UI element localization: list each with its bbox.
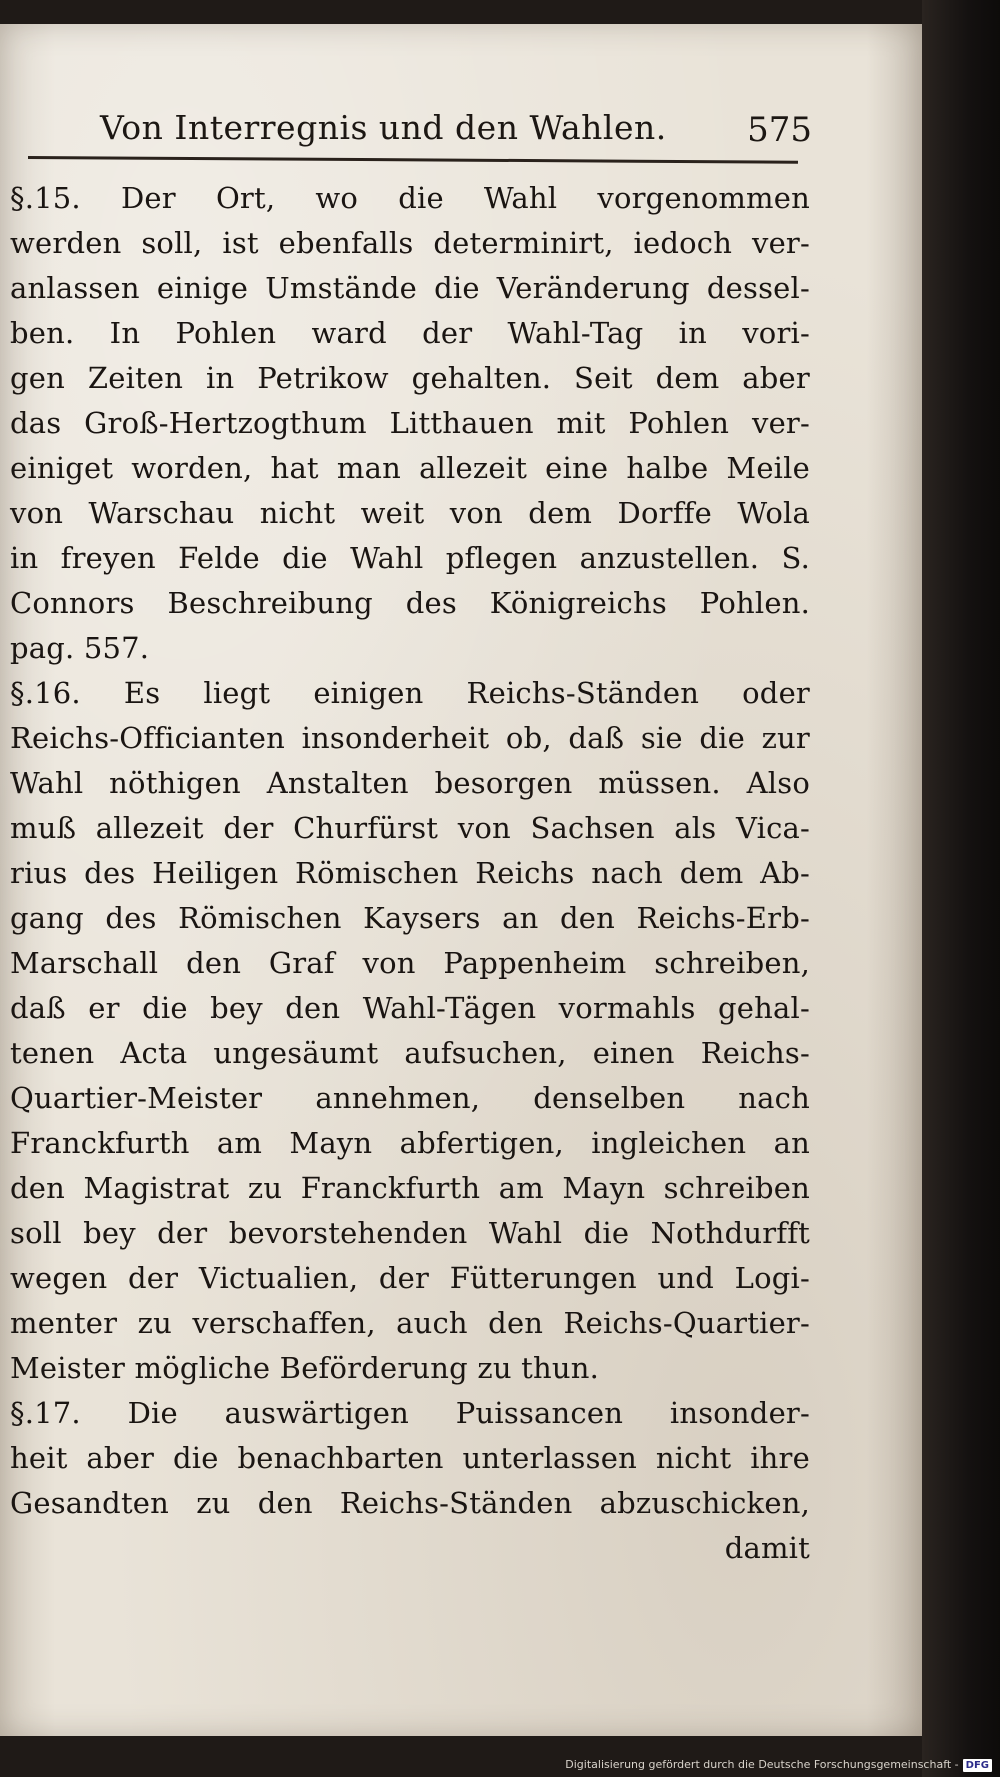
text-line: Wahl nöthigen Anstalten besorgen müssen. Also (10, 766, 810, 800)
text-line: ben. In Pohlen ward der Wahl-Tag in vori- (10, 316, 810, 350)
text-line: Reichs-Officianten insonderheit ob, daß sie die zur (10, 721, 810, 755)
text-line: anlassen einige Umstände die Veränderung dessel- (10, 271, 810, 305)
text-line: daß er die bey den Wahl-Tägen vormahls gehal- (10, 991, 810, 1025)
text-line: wegen der Victualien, der Fütterungen und Logi- (10, 1261, 810, 1295)
text-line: Connors Beschreibung des Königreichs Pohlen. (10, 586, 810, 620)
text-line: in freyen Felde die Wahl pflegen anzustellen. S. (10, 541, 810, 575)
page-number: 575 (747, 110, 812, 150)
text-line: §.16. Es liegt einigen Reichs-Ständen oder (10, 676, 810, 710)
text-line: rius des Heiligen Römischen Reichs nach dem Ab- (10, 856, 810, 890)
text-line: muß allezeit der Churfürst von Sachsen als Vica- (10, 811, 810, 845)
text-line: von Warschau nicht weit von dem Dorffe Wola (10, 496, 810, 530)
text-line: Quartier-Meister annehmen, denselben nach (10, 1081, 810, 1115)
text-line: gen Zeiten in Petrikow gehalten. Seit dem aber (10, 361, 810, 395)
text-line: §.15. Der Ort, wo die Wahl vorgenommen (10, 181, 810, 215)
text-line: menter zu verschaffen, auch den Reichs-Quartier- (10, 1306, 810, 1340)
book-page (0, 24, 922, 1736)
scan-right-edge (922, 0, 1000, 1777)
running-title: Von Interregnis und den Wahlen. (100, 108, 667, 147)
dfg-logo: DFG (963, 1759, 992, 1772)
text-line: Marschall den Graf von Pappenheim schreiben, (10, 946, 810, 980)
text-line: werden soll, ist ebenfalls determinirt, iedoch ver- (10, 226, 810, 260)
text-line: den Magistrat zu Franckfurth am Mayn schreiben (10, 1171, 810, 1205)
text-line: einiget worden, hat man allezeit eine halbe Meile (10, 451, 810, 485)
body-text (10, 176, 810, 1571)
text-line: soll bey der bevorstehenden Wahl die Nothdurfft (10, 1216, 810, 1250)
text-line: pag. 557. (10, 631, 150, 665)
text-line: Meister mögliche Beförderung zu thun. (10, 1351, 600, 1385)
credit-text: Digitalisierung gefördert durch die Deutsche Forschungsgemeinschaft - (565, 1758, 959, 1771)
text-line: Franckfurth am Mayn abfertigen, ingleichen an (10, 1126, 810, 1160)
catchword: damit (724, 1531, 810, 1565)
text-line: Gesandten zu den Reichs-Ständen abzuschicken, (10, 1486, 810, 1520)
text-line: tenen Acta ungesäumt aufsuchen, einen Reichs- (10, 1036, 810, 1070)
text-line: §.17. Die auswärtigen Puissancen insonder- (10, 1396, 810, 1430)
digitization-credit (565, 1758, 992, 1772)
text-line: heit aber die benachbarten unterlassen nicht ihre (10, 1441, 810, 1475)
text-line: gang des Römischen Kaysers an den Reichs-Erb- (10, 901, 810, 935)
text-line: das Groß-Hertzogthum Litthauen mit Pohlen ver- (10, 406, 810, 440)
